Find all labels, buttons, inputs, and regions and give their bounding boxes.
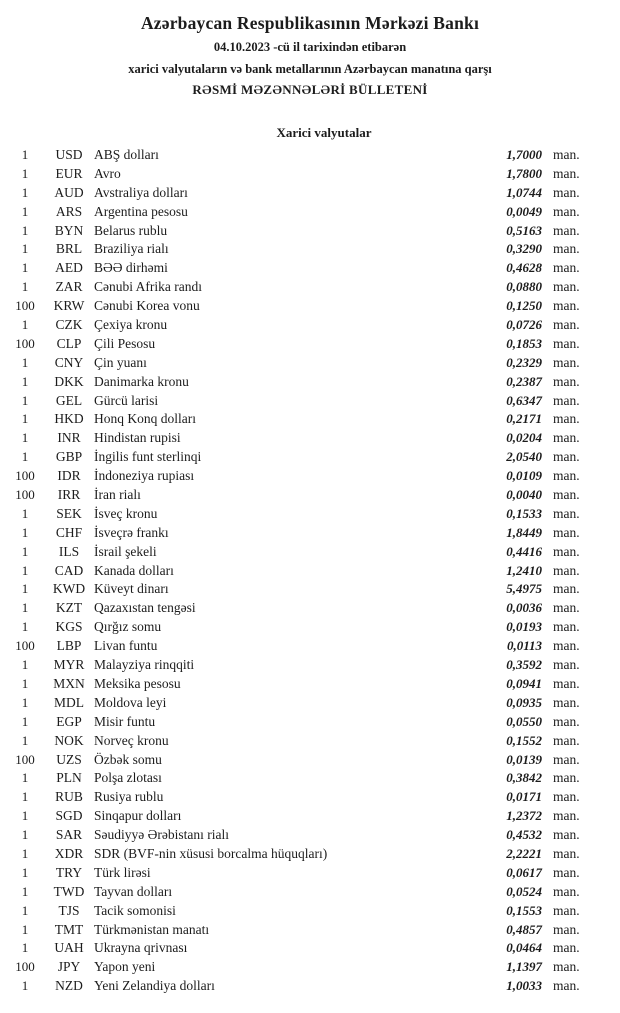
quantity: 1 xyxy=(21,373,29,389)
rate-row xyxy=(0,373,620,392)
currency-name: Özbək somu xyxy=(94,751,162,767)
rate-value: 0,4857 xyxy=(506,921,542,937)
rate-row xyxy=(0,486,620,505)
unit-label: man. xyxy=(553,978,580,994)
effective-date-line: 04.10.2023 -cü il tarixindən etibarən xyxy=(213,40,407,54)
quantity: 100 xyxy=(15,335,35,351)
rate-value: 0,6347 xyxy=(506,392,542,408)
quantity: 1 xyxy=(21,222,29,238)
unit-label: man. xyxy=(553,789,580,805)
rate-value: 2,2221 xyxy=(506,845,542,861)
unit-label: man. xyxy=(553,298,580,314)
rate-row xyxy=(0,562,620,581)
currency-code: MYR xyxy=(53,657,85,673)
rate-row xyxy=(0,921,620,940)
unit-label: man. xyxy=(553,770,580,786)
currency-code: PLN xyxy=(56,770,82,786)
rate-row xyxy=(0,335,620,354)
currency-code: UAH xyxy=(54,940,84,956)
rate-row xyxy=(0,845,620,864)
rate-value: 0,0040 xyxy=(506,487,542,503)
currency-name: ABŞ dolları xyxy=(94,147,159,162)
currency-name: Malayziya rinqqiti xyxy=(94,657,195,673)
unit-label: man. xyxy=(553,959,580,975)
unit-label: man. xyxy=(553,657,580,673)
currency-name: Sinqapur dolları xyxy=(94,808,182,824)
currency-code: ZAR xyxy=(55,279,83,295)
unit-label: man. xyxy=(553,902,580,918)
unit-label: man. xyxy=(553,619,580,635)
rate-row xyxy=(0,675,620,694)
bank-name: Azərbaycan Respublikasının Mərkəzi Bankı xyxy=(140,13,480,33)
unit-label: man. xyxy=(553,921,580,937)
quantity: 1 xyxy=(21,184,29,200)
currency-name: Belarus rublu xyxy=(94,222,168,238)
rate-row xyxy=(0,203,620,222)
unit-label: man. xyxy=(553,260,580,276)
quantity: 100 xyxy=(15,298,35,314)
subject-line: xarici valyutaların və bank metallarının Azərbaycan manatına qarşı xyxy=(128,62,492,76)
currency-name: Meksika pesosu xyxy=(94,675,181,691)
unit-label: man. xyxy=(553,562,580,578)
rate-value: 0,3290 xyxy=(506,241,542,257)
bulletin-title: RƏSMİ MƏZƏNNƏLƏRİ BÜLLETENİ xyxy=(192,82,428,97)
rate-value: 0,0880 xyxy=(506,279,542,295)
rate-row xyxy=(0,939,620,958)
quantity: 1 xyxy=(21,921,29,937)
quantity: 1 xyxy=(21,675,29,691)
section-title-foreign-currencies: Xarici valyutalar xyxy=(276,125,372,140)
currency-name: İndoneziya rupiası xyxy=(94,468,195,484)
currency-code: CHF xyxy=(55,524,83,540)
rate-value: 0,4416 xyxy=(506,543,542,559)
currency-code: IRR xyxy=(57,487,81,503)
currency-name: İngilis funt sterlinqi xyxy=(94,449,202,465)
quantity: 100 xyxy=(15,638,35,654)
rate-row xyxy=(0,713,620,732)
unit-label: man. xyxy=(553,543,580,559)
currency-code: CAD xyxy=(54,562,84,578)
unit-label: man. xyxy=(553,411,580,427)
currency-code: EGP xyxy=(56,713,82,729)
rate-row xyxy=(0,977,620,996)
currency-name: Çili Pesosu xyxy=(94,335,156,351)
currency-name: Yapon yeni xyxy=(94,959,156,975)
rate-value: 0,0139 xyxy=(506,751,542,767)
unit-label: man. xyxy=(553,184,580,200)
rate-value: 0,1552 xyxy=(506,732,542,748)
quantity: 1 xyxy=(21,883,29,899)
rate-value: 1,0033 xyxy=(506,978,542,994)
quantity: 1 xyxy=(21,203,29,219)
currency-code: KZT xyxy=(55,600,83,616)
currency-code: GBP xyxy=(55,449,83,465)
currency-code: CLP xyxy=(56,335,82,351)
quantity: 100 xyxy=(15,468,35,484)
rate-value: 0,0113 xyxy=(506,638,542,654)
currency-name: Hindistan rupisi xyxy=(94,430,181,446)
rate-row xyxy=(0,826,620,845)
rate-row xyxy=(0,618,620,637)
currency-code: SEK xyxy=(56,505,82,521)
rate-value: 0,0193 xyxy=(506,619,542,635)
currency-name: Moldova leyi xyxy=(94,694,167,710)
rate-value: 0,0036 xyxy=(506,600,542,616)
quantity: 1 xyxy=(21,430,29,446)
rate-row xyxy=(0,694,620,713)
currency-name: Livan funtu xyxy=(94,638,158,654)
currency-name: Tayvan dolları xyxy=(94,883,173,899)
quantity: 1 xyxy=(21,902,29,918)
currency-code: ARS xyxy=(55,203,83,219)
rate-value: 1,2372 xyxy=(506,808,542,824)
quantity: 1 xyxy=(21,165,29,181)
unit-label: man. xyxy=(553,487,580,503)
currency-name: BƏƏ dirhəmi xyxy=(94,260,168,276)
quantity: 1 xyxy=(21,317,29,333)
rate-row xyxy=(0,656,620,675)
rate-row xyxy=(0,637,620,656)
rate-row xyxy=(0,505,620,524)
quantity: 1 xyxy=(21,562,29,578)
quantity: 1 xyxy=(21,940,29,956)
rate-value: 1,0744 xyxy=(506,184,542,200)
rate-value: 0,0524 xyxy=(506,883,542,899)
currency-code: RUB xyxy=(55,789,83,805)
currency-code: USD xyxy=(55,147,83,162)
rate-row xyxy=(0,958,620,977)
quantity: 1 xyxy=(21,732,29,748)
unit-label: man. xyxy=(553,505,580,521)
currency-code: TRY xyxy=(55,864,83,880)
currency-name: Braziliya rialı xyxy=(94,241,169,257)
rate-row xyxy=(0,146,620,165)
currency-name: Cənubi Korea vonu xyxy=(94,298,200,314)
quantity: 1 xyxy=(21,789,29,805)
quantity: 1 xyxy=(21,694,29,710)
rate-row xyxy=(0,599,620,618)
rate-row xyxy=(0,751,620,770)
unit-label: man. xyxy=(553,694,580,710)
rate-value: 0,0935 xyxy=(506,694,542,710)
rates-table xyxy=(0,146,620,996)
rate-row xyxy=(0,864,620,883)
quantity: 1 xyxy=(21,657,29,673)
rate-row xyxy=(0,902,620,921)
rate-value: 1,7800 xyxy=(506,165,542,181)
rate-row xyxy=(0,297,620,316)
currency-code: XDR xyxy=(54,845,84,861)
currency-name: Argentina pesosu xyxy=(94,203,188,219)
quantity: 1 xyxy=(21,392,29,408)
quantity: 1 xyxy=(21,845,29,861)
currency-code: IDR xyxy=(57,468,81,484)
unit-label: man. xyxy=(553,751,580,767)
unit-label: man. xyxy=(553,279,580,295)
rate-value: 0,2329 xyxy=(506,354,542,370)
unit-label: man. xyxy=(553,468,580,484)
rate-row xyxy=(0,278,620,297)
rate-value: 0,4628 xyxy=(506,260,542,276)
rate-value: 1,8449 xyxy=(506,524,542,540)
rate-value: 0,0726 xyxy=(506,317,542,333)
currency-code: MDL xyxy=(54,694,84,710)
currency-name: SDR (BVF-nin xüsusi borcalma hüquqları) xyxy=(94,845,328,861)
rate-row xyxy=(0,467,620,486)
unit-label: man. xyxy=(553,373,580,389)
currency-code: UZS xyxy=(56,751,82,767)
rate-value: 0,4532 xyxy=(506,827,542,843)
rate-value: 1,7000 xyxy=(506,147,542,162)
rate-row xyxy=(0,732,620,751)
rate-row xyxy=(0,240,620,259)
rate-value: 0,0171 xyxy=(506,789,542,805)
quantity: 100 xyxy=(15,959,35,975)
rate-row xyxy=(0,354,620,373)
quantity: 1 xyxy=(21,619,29,635)
bulletin-header xyxy=(0,12,620,98)
currency-name: Çin yuanı xyxy=(94,354,147,370)
rate-row xyxy=(0,769,620,788)
currency-code: KWD xyxy=(52,581,86,597)
quantity: 1 xyxy=(21,600,29,616)
rate-value: 0,1853 xyxy=(506,335,542,351)
currency-name: Cənubi Afrika randı xyxy=(94,279,202,295)
quantity: 100 xyxy=(15,487,35,503)
rate-value: 1,1397 xyxy=(506,959,542,975)
quantity: 1 xyxy=(21,260,29,276)
currency-code: TMT xyxy=(54,921,84,937)
rate-row xyxy=(0,165,620,184)
currency-name: Avstraliya dolları xyxy=(94,184,188,200)
currency-code: SAR xyxy=(55,827,83,843)
unit-label: man. xyxy=(553,430,580,446)
rate-row xyxy=(0,410,620,429)
quantity: 100 xyxy=(15,751,35,767)
unit-label: man. xyxy=(553,845,580,861)
rate-row xyxy=(0,392,620,411)
quantity: 1 xyxy=(21,505,29,521)
rate-value: 0,3592 xyxy=(506,657,542,673)
unit-label: man. xyxy=(553,883,580,899)
unit-label: man. xyxy=(553,354,580,370)
unit-label: man. xyxy=(553,864,580,880)
unit-label: man. xyxy=(553,827,580,843)
rate-value: 0,1533 xyxy=(506,505,542,521)
currency-name: Yeni Zelandiya dolları xyxy=(94,978,215,994)
quantity: 1 xyxy=(21,147,29,162)
currency-code: ILS xyxy=(58,543,80,559)
currency-name: Danimarka kronu xyxy=(94,373,189,389)
quantity: 1 xyxy=(21,808,29,824)
quantity: 1 xyxy=(21,770,29,786)
currency-code: BRL xyxy=(55,241,83,257)
quantity: 1 xyxy=(21,354,29,370)
unit-label: man. xyxy=(553,524,580,540)
currency-code: CNY xyxy=(54,354,84,370)
unit-label: man. xyxy=(553,222,580,238)
rate-value: 0,0049 xyxy=(506,203,542,219)
currency-code: KGS xyxy=(55,619,83,635)
currency-name: Küveyt dinarı xyxy=(94,581,169,597)
rate-value: 0,2387 xyxy=(506,373,542,389)
rate-row xyxy=(0,883,620,902)
currency-name: Çexiya kronu xyxy=(94,317,168,333)
currency-code: NOK xyxy=(54,732,84,748)
currency-name: Polşa zlotası xyxy=(94,770,162,786)
quantity: 1 xyxy=(21,449,29,465)
currency-name: Türk lirəsi xyxy=(94,864,151,880)
unit-label: man. xyxy=(553,392,580,408)
unit-label: man. xyxy=(553,675,580,691)
currency-name: Tacik somonisi xyxy=(94,902,176,918)
rate-row xyxy=(0,580,620,599)
rate-value: 5,4975 xyxy=(506,581,542,597)
rate-row xyxy=(0,807,620,826)
currency-name: Ukrayna qrivnası xyxy=(94,940,188,956)
rate-value: 0,2171 xyxy=(506,411,542,427)
quantity: 1 xyxy=(21,524,29,540)
currency-name: Honq Konq dolları xyxy=(94,411,196,427)
rate-value: 1,2410 xyxy=(506,562,542,578)
unit-label: man. xyxy=(553,449,580,465)
unit-label: man. xyxy=(553,713,580,729)
currency-name: Qazaxıstan tengəsi xyxy=(94,600,196,616)
unit-label: man. xyxy=(553,335,580,351)
currency-name: Avro xyxy=(94,165,121,181)
rate-row xyxy=(0,543,620,562)
unit-label: man. xyxy=(553,940,580,956)
currency-code: DKK xyxy=(54,373,84,389)
quantity: 1 xyxy=(21,543,29,559)
currency-code: TWD xyxy=(53,883,85,899)
currency-code: KRW xyxy=(53,298,85,314)
rate-value: 0,1553 xyxy=(506,902,542,918)
unit-label: man. xyxy=(553,808,580,824)
rate-value: 0,0204 xyxy=(506,430,542,446)
currency-code: EUR xyxy=(55,165,83,181)
rate-value: 0,1250 xyxy=(506,298,542,314)
currency-code: AED xyxy=(55,260,83,276)
currency-name: Səudiyyə Ərəbistanı rialı xyxy=(94,827,229,843)
quantity: 1 xyxy=(21,279,29,295)
currency-code: LBP xyxy=(56,638,82,654)
rate-row xyxy=(0,316,620,335)
currency-name: Kanada dolları xyxy=(94,562,174,578)
unit-label: man. xyxy=(553,638,580,654)
currency-name: İran rialı xyxy=(94,487,141,503)
currency-code: MXN xyxy=(53,675,85,691)
rate-value: 0,0109 xyxy=(506,468,542,484)
quantity: 1 xyxy=(21,241,29,257)
rate-row xyxy=(0,222,620,241)
rate-value: 0,0464 xyxy=(506,940,542,956)
unit-label: man. xyxy=(553,147,580,162)
quantity: 1 xyxy=(21,864,29,880)
currency-code: JPY xyxy=(57,959,81,975)
currency-name: İsveç kronu xyxy=(94,505,158,521)
currency-name: Gürcü larisi xyxy=(94,392,159,408)
currency-name: Misir funtu xyxy=(94,713,156,729)
rate-value: 0,0550 xyxy=(506,713,542,729)
unit-label: man. xyxy=(553,581,580,597)
rate-row xyxy=(0,429,620,448)
unit-label: man. xyxy=(553,732,580,748)
currency-code: BYN xyxy=(54,222,84,238)
currency-code: NZD xyxy=(55,978,83,994)
quantity: 1 xyxy=(21,978,29,994)
quantity: 1 xyxy=(21,411,29,427)
unit-label: man. xyxy=(553,600,580,616)
rate-value: 0,0617 xyxy=(506,864,542,880)
currency-name: İsveçrə frankı xyxy=(94,524,169,540)
currency-code: INR xyxy=(57,430,81,446)
rate-row xyxy=(0,524,620,543)
rate-value: 0,3842 xyxy=(506,770,542,786)
currency-code: TJS xyxy=(58,902,80,918)
quantity: 1 xyxy=(21,581,29,597)
currency-code: HKD xyxy=(54,411,84,427)
currency-name: Qırğız somu xyxy=(94,619,162,635)
rate-value: 0,0941 xyxy=(506,675,542,691)
unit-label: man. xyxy=(553,165,580,181)
currency-code: CZK xyxy=(55,317,83,333)
currency-name: Norveç kronu xyxy=(94,732,169,748)
rate-value: 0,5163 xyxy=(506,222,542,238)
rate-row xyxy=(0,448,620,467)
rate-row xyxy=(0,259,620,278)
rate-row xyxy=(0,788,620,807)
currency-code: GEL xyxy=(55,392,83,408)
currency-name: İsrail şekeli xyxy=(94,543,157,559)
quantity: 1 xyxy=(21,713,29,729)
currency-name: Rusiya rublu xyxy=(94,789,164,805)
rate-row xyxy=(0,184,620,203)
rate-value: 2,0540 xyxy=(506,449,542,465)
currency-code: AUD xyxy=(54,184,84,200)
unit-label: man. xyxy=(553,241,580,257)
currency-name: Türkmənistan manatı xyxy=(94,921,210,937)
currency-code: SGD xyxy=(55,808,83,824)
quantity: 1 xyxy=(21,827,29,843)
unit-label: man. xyxy=(553,203,580,219)
unit-label: man. xyxy=(553,317,580,333)
